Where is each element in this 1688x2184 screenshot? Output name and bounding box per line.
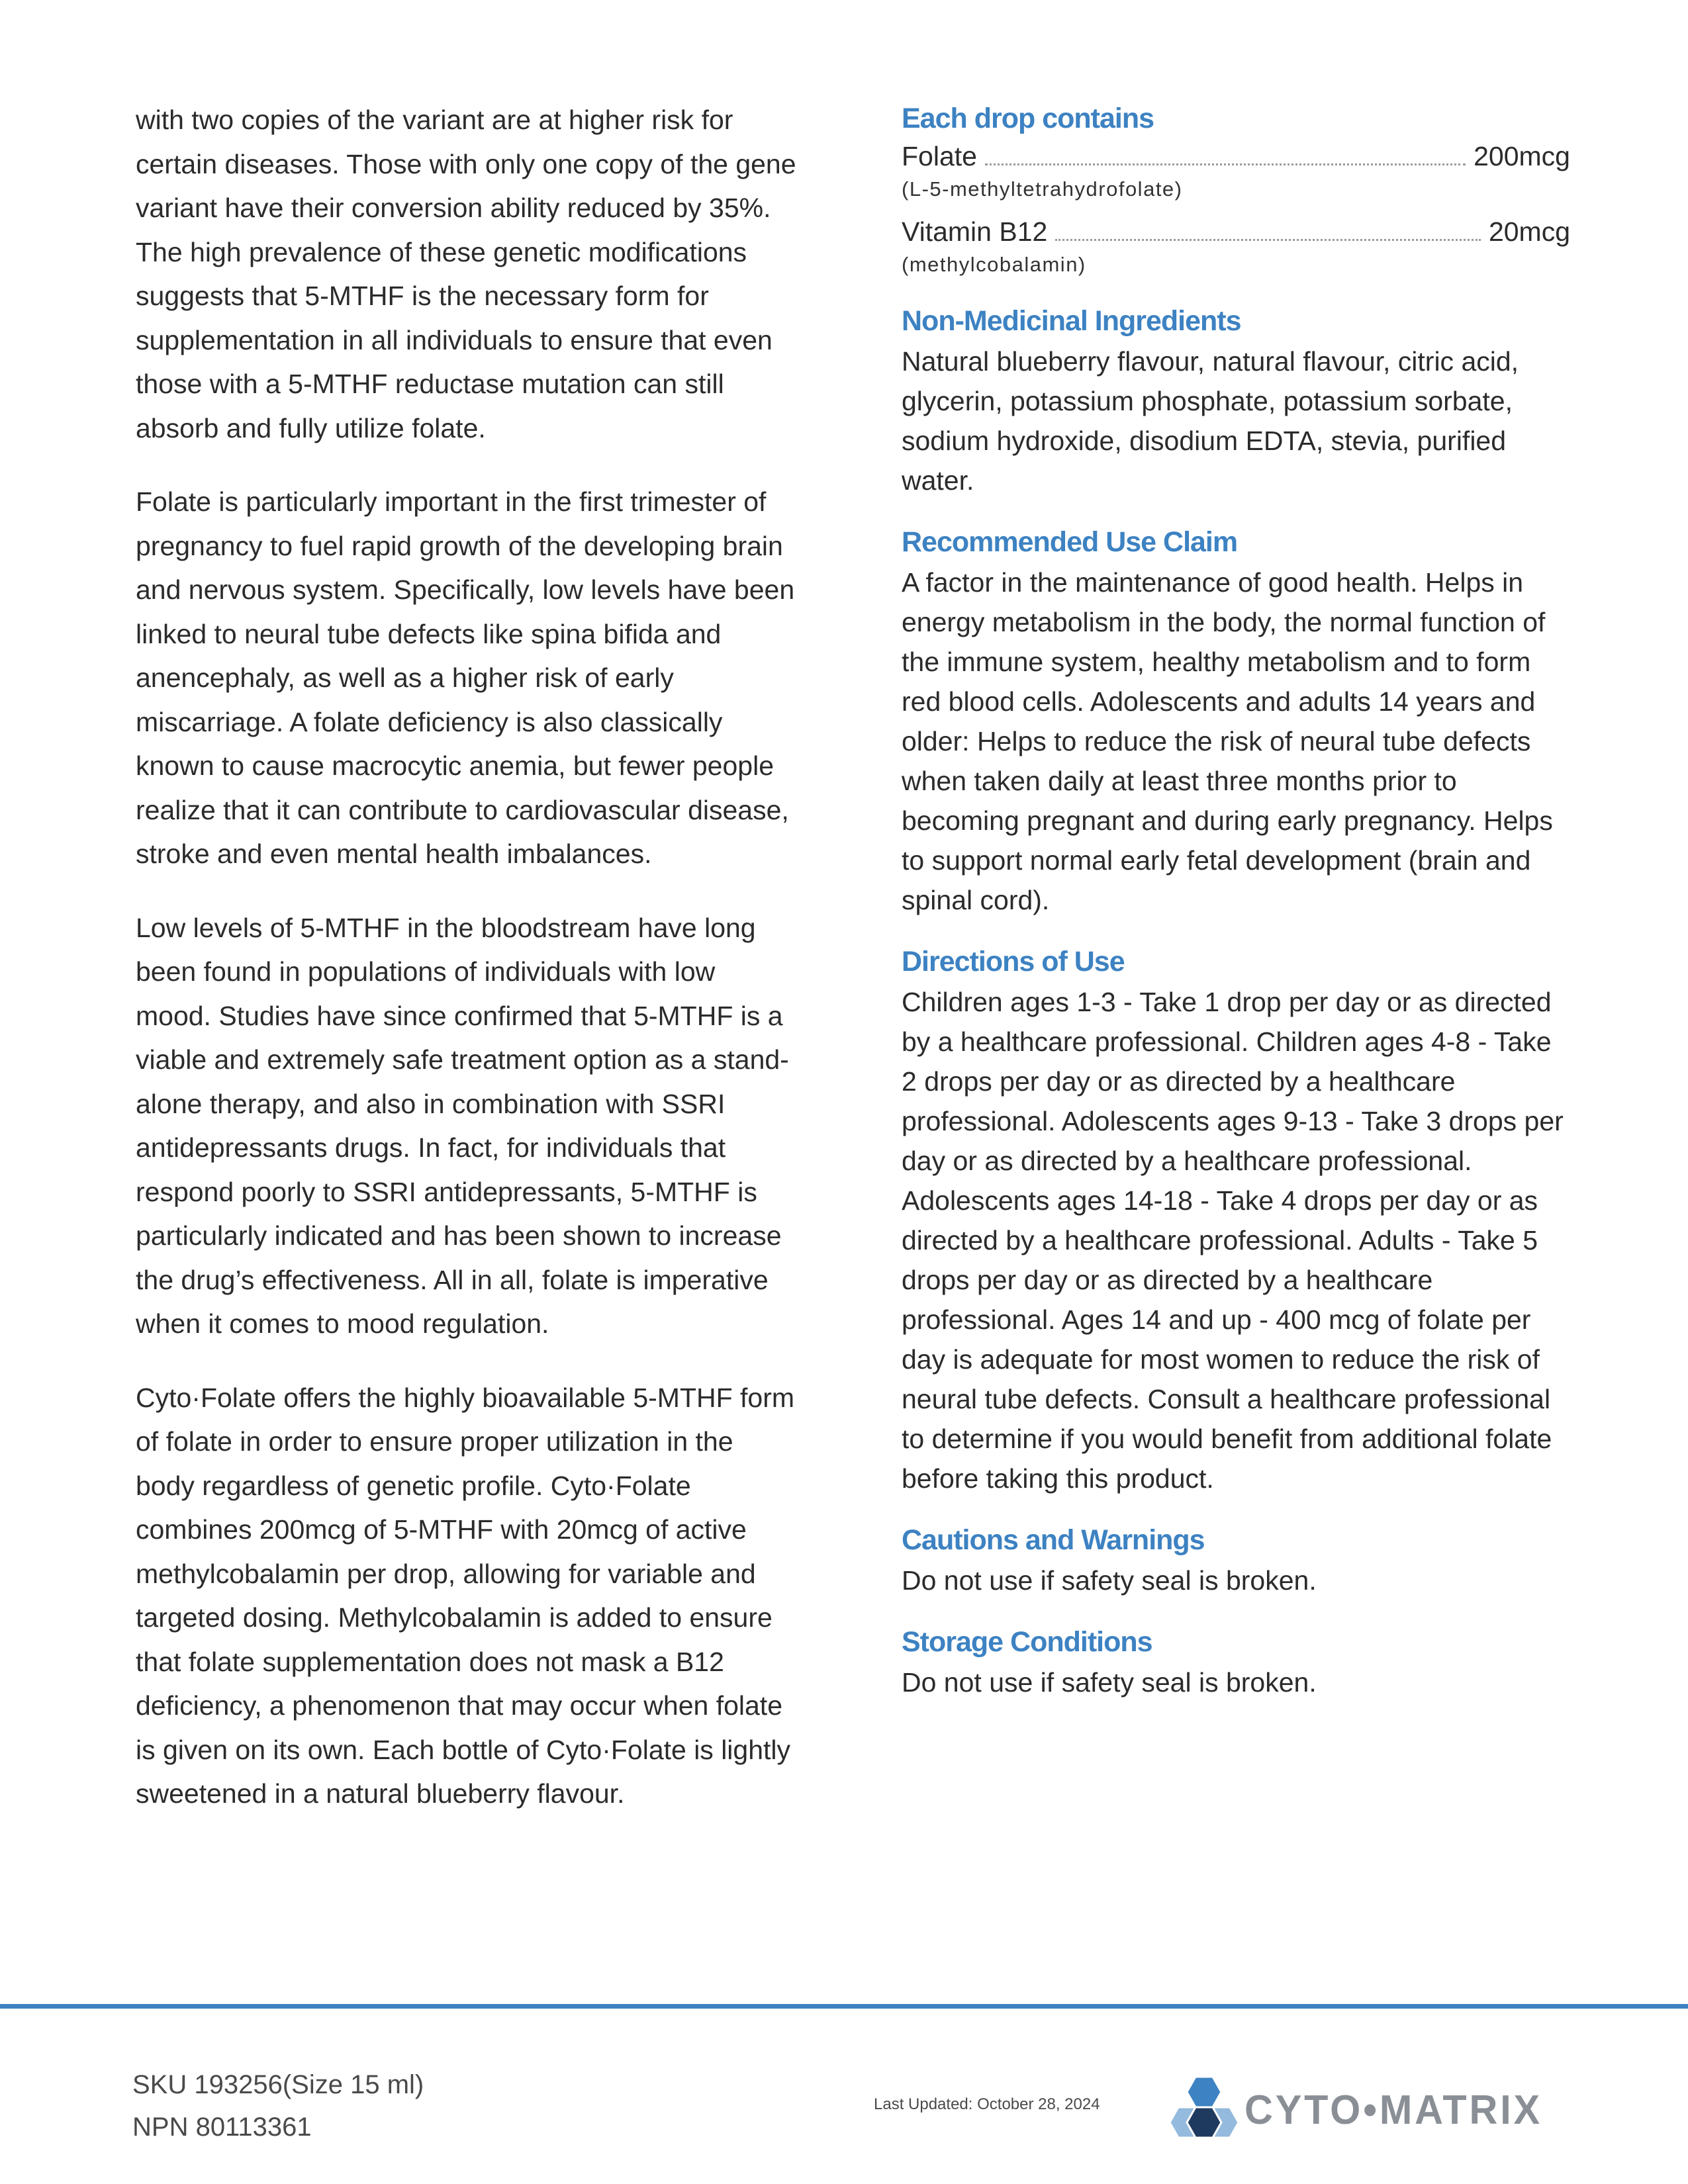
ingredient-amount: 20mcg bbox=[1488, 216, 1570, 247]
directions-text: Children ages 1-3 - Take 1 drop per day or as directed by a healthcare professional. Children ages 4-8 - Take 2 drops per day or as directed by a healthcare professional. Adolescents ages 9-13 - Take 3 drops per day or as directed by a healthcare professional. Adolescents ages 14-18 - Take 4 drops per day or as directed by a healthcare professional. Adults - Take 5 drops per day or as directed by a healthcare professional. Ages 14 and up - 400 mcg of folate per day is adequate for most women to reduce the risk of neural tube defects. Consult a healthcare professional to determine if you would benefit from additional folate before taking this product. bbox=[902, 987, 1564, 1494]
ingredient-name: Folate bbox=[902, 141, 977, 171]
ingredient-form: (methylcobalamin) bbox=[902, 253, 1086, 276]
directions-section bbox=[902, 942, 1570, 1498]
recommended-use-section bbox=[902, 523, 1570, 920]
recommended-use-title: Recommended Use Claim bbox=[902, 526, 1238, 558]
hexagon-cluster-icon bbox=[1170, 2077, 1239, 2138]
body-paragraph-4: Cyto·Folate offers the highly bioavailable 5-MTHF form of folate in order to ensure proper utilization in the body regardless of genetic profile. Cyto·Folate combines 200mcg of 5-MTHF with 20mcg of active methylcobalamin per drop, allowing for variable and targeted dosing. Methylcobalamin is added to ensure that folate supplementation does not mask a B12 deficiency, a phenomenon that may occur when folate is given on its own. Each bottle of Cyto·Folate is lightly sweetened in a natural blueberry flavour. bbox=[136, 1382, 795, 1809]
body-paragraph-2: Folate is particularly important in the first trimester of pregnancy to fuel rapid growth of the developing brain and nervous system. Specifically, low levels have been linked to neural tube defects like spina bifida and anencephaly, as well as a higher risk of early miscarriage. A folate deficiency is also classically known to cause macrocytic anemia, but fewer people realize that it can contribute to cardiovascular disease, stroke and even mental health imbalances. bbox=[136, 486, 795, 869]
cautions-text: Do not use if safety seal is broken. bbox=[902, 1565, 1317, 1596]
non-medicinal-title: Non-Medicinal Ingredients bbox=[902, 305, 1241, 337]
cytomatrix-logo bbox=[1164, 2073, 1548, 2146]
storage-title: Storage Conditions bbox=[902, 1626, 1152, 1658]
last-updated-label: Last Updated: October 28, 2024 bbox=[874, 2095, 1100, 2113]
dotted-leader bbox=[1055, 239, 1481, 241]
cautions-section bbox=[902, 1521, 1570, 1600]
logo-text: CYTO•MATRIX bbox=[1244, 2087, 1542, 2133]
dotted-leader bbox=[985, 163, 1466, 165]
non-medicinal-section bbox=[902, 302, 1570, 500]
ingredient-row-b12 bbox=[902, 213, 1570, 250]
sku-label: SKU 193256(Size 15 ml) bbox=[132, 2070, 424, 2099]
body-paragraph-1: with two copies of the variant are at higher risk for certain diseases. Those with only one copy of the gene variant have their conversion ability reduced by 35%. The high prevalence of these genetic modifications suggests that 5-MTHF is the necessary form for supplementation in all individuals to ensure that even those with a 5-MTHF reductase mutation can still absorb and fully utilize folate. bbox=[136, 105, 796, 443]
non-medicinal-text: Natural blueberry flavour, natural flavour, citric acid, glycerin, potassium phosphate, potassium sorbate, sodium hydroxide, disodium EDTA, stevia, purified water. bbox=[902, 346, 1519, 496]
product-info-column bbox=[902, 99, 1570, 1725]
each-drop-section bbox=[902, 99, 1570, 279]
body-text-column bbox=[136, 98, 798, 1846]
footer-divider bbox=[0, 2004, 1688, 2009]
each-drop-title: Each drop contains bbox=[902, 103, 1154, 134]
cautions-title: Cautions and Warnings bbox=[902, 1524, 1205, 1556]
npn-label: NPN 80113361 bbox=[132, 2113, 312, 2142]
ingredient-row-folate bbox=[902, 138, 1570, 175]
body-paragraph-3: Low levels of 5-MTHF in the bloodstream have long been found in populations of individuals with low mood. Studies have since confirmed that 5-MTHF is a viable and extremely safe treatment option as a stand-alone therapy, and also in combination with SSRI antidepressants drugs. In fact, for individuals that respond poorly to SSRI antidepressants, 5-MTHF is particularly indicated and has been shown to increase the drug’s effectiveness. All in all, folate is imperative when it comes to mood regulation. bbox=[136, 912, 789, 1339]
ingredient-name: Vitamin B12 bbox=[902, 216, 1048, 247]
storage-section bbox=[902, 1623, 1570, 1702]
recommended-use-text: A factor in the maintenance of good health. Helps in energy metabolism in the body, the normal function of the immune system, healthy metabolism and to form red blood cells. Adolescents and adults 14 years and older: Helps to reduce the risk of neural tube defects when taken daily at least three months prior to becoming pregnant and during early pregnancy. Helps to support normal early fetal development (brain and spinal cord). bbox=[902, 567, 1553, 915]
directions-title: Directions of Use bbox=[902, 946, 1125, 978]
storage-text: Do not use if safety seal is broken. bbox=[902, 1667, 1317, 1698]
ingredient-amount: 200mcg bbox=[1474, 141, 1570, 171]
ingredient-form: (L-5-methyltetrahydrofolate) bbox=[902, 177, 1183, 201]
